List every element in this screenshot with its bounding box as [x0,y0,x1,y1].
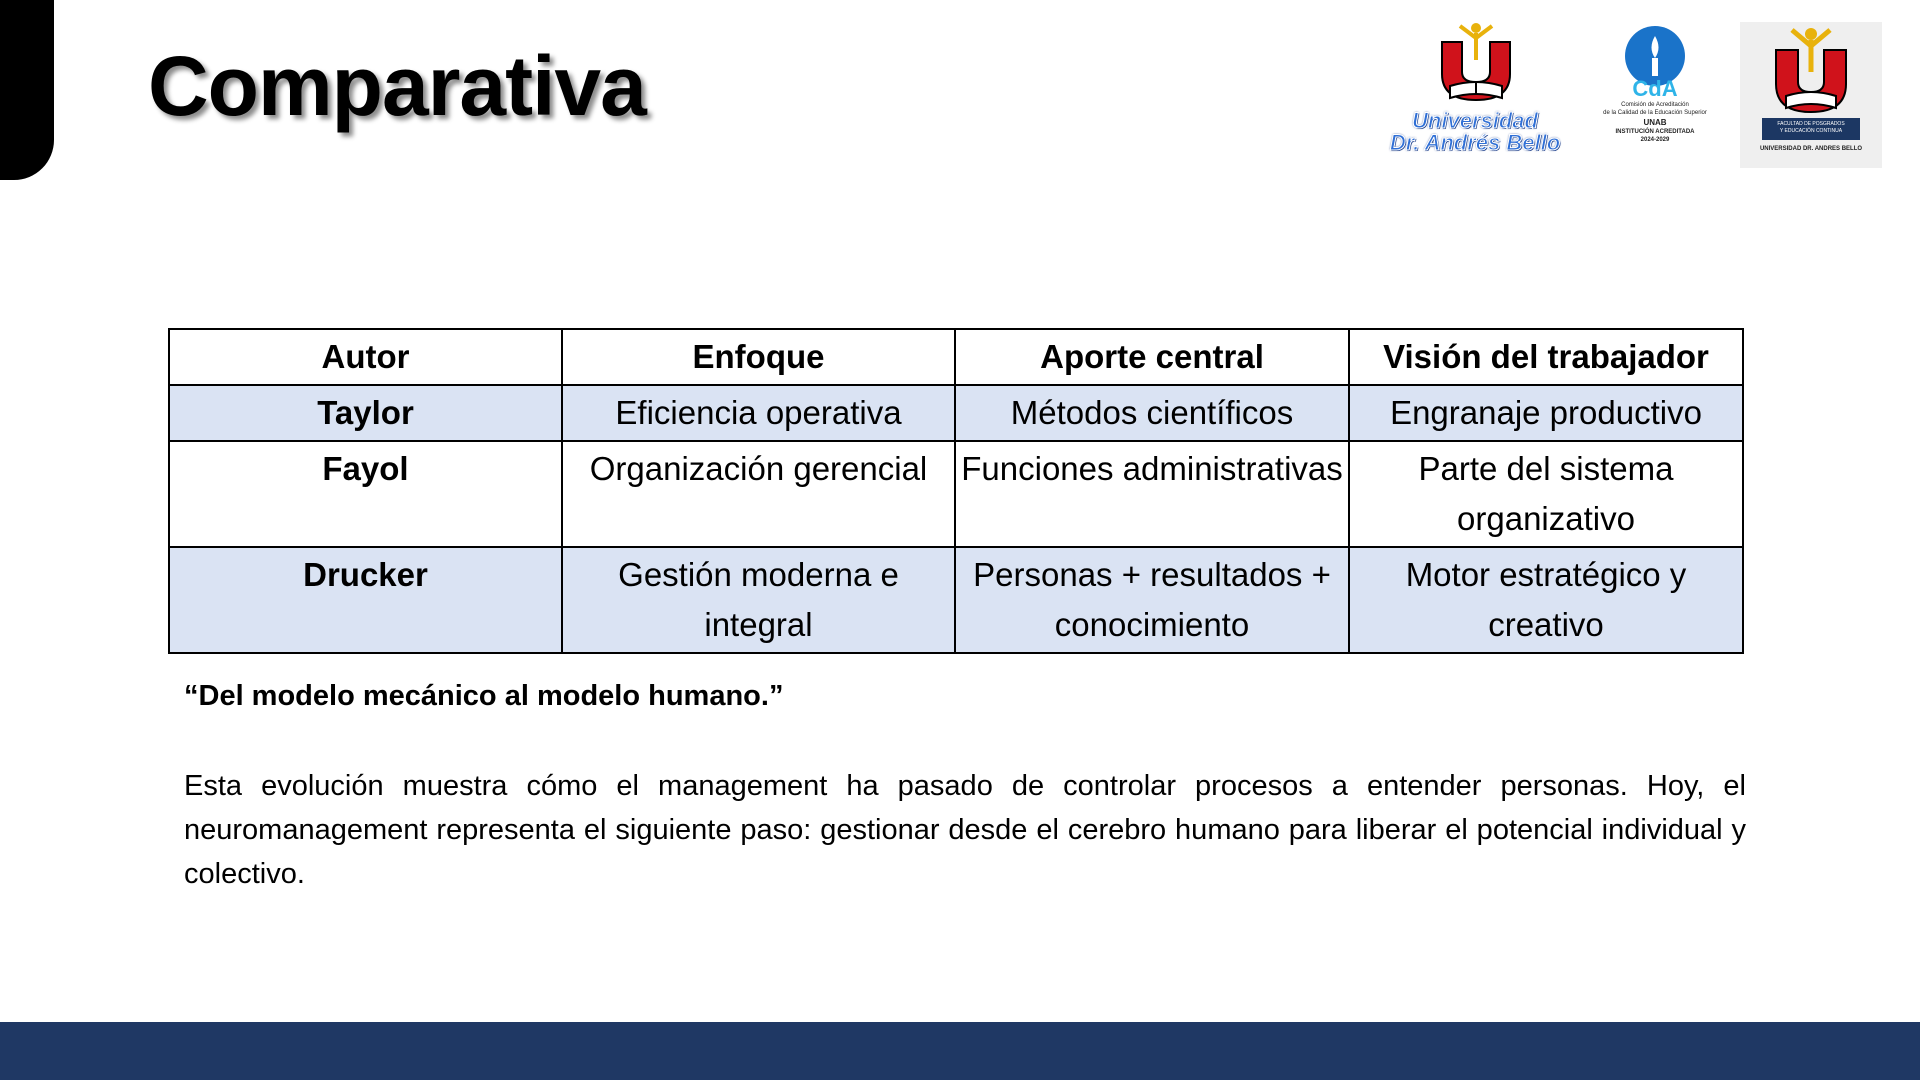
quote-text: “Del modelo mecánico al modelo humano.” [184,680,784,712]
cell-enfoque: Gestión moderna e integral [562,547,955,653]
cda-text-line2: de la Calidad de la Educación Superior [1603,110,1707,116]
facultad-caption: UNIVERSIDAD DR. ANDRES BELLO [1759,146,1863,152]
cell-aporte: Métodos científicos [955,385,1349,441]
slide-title: Comparativa [148,39,646,133]
cell-autor: Drucker [169,547,562,653]
cell-aporte: Personas + resultados + conocimiento [955,547,1349,653]
footer-bar [0,1022,1920,1080]
body-paragraph: Esta evolución muestra cómo el management ha pasado de controlar procesos a entender personas. Hoy, el neuromanagement representa el siguiente paso: gestionar desde el cerebro humano para liberar el potencial individual y colectivo. [184,770,1746,890]
cell-autor: Taylor [169,385,562,441]
cell-autor: Fayol [169,441,562,547]
facultad-band [1762,118,1860,140]
cell-vision: Parte del sistema organizativo [1349,441,1743,547]
header-aporte-central: Aporte central [955,329,1349,385]
facultad-posgrados-logo [1740,22,1882,168]
unab-emblem-icon [1380,20,1570,110]
cell-vision: Engranaje productivo [1349,385,1743,441]
cell-enfoque: Eficiencia operativa [562,385,955,441]
facultad-emblem-icon [1740,22,1882,118]
table-header-row [169,329,1743,385]
cda-emblem-icon [1592,26,1718,98]
cell-vision: Motor estratégico y creativo [1349,547,1743,653]
corner-tab-decoration [0,0,54,180]
cda-text-line4: INSTITUCIÓN ACREDITADA [1615,129,1695,135]
table-row [169,547,1743,653]
cda-text-line3: UNAB [1643,118,1667,127]
cda-text-line5: 2024-2029 [1640,137,1670,143]
universidad-andres-bello-logo [1380,20,1570,160]
unab-logo-text-line2: Dr. Andrés Bello [1389,130,1561,155]
header-vision-trabajador: Visión del trabajador [1349,329,1743,385]
facultad-band-line1: FACULTAD DE POSGRADOS [1777,121,1845,127]
cda-acronym: CdA [1632,76,1678,98]
cda-accreditation-logo [1592,26,1718,166]
header-autor: Autor [169,329,562,385]
facultad-band-line2: Y EDUCACIÓN CONTINUA [1779,128,1843,134]
table-row [169,441,1743,547]
cell-enfoque: Organización gerencial [562,441,955,547]
comparison-table [168,328,1744,654]
header-enfoque: Enfoque [562,329,955,385]
unab-logo-text-line1: Universidad [1412,108,1538,133]
cell-aporte: Funciones administrativas [955,441,1349,547]
table-row [169,385,1743,441]
cda-text-line1: Comisión de Acreditación [1621,102,1689,108]
